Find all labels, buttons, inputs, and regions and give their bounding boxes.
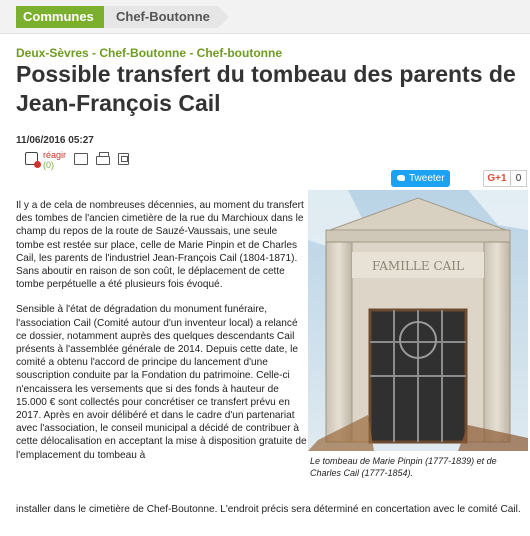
breadcrumb: [0, 0, 530, 34]
save-icon[interactable]: [118, 153, 129, 165]
tweet-label: Tweeter: [409, 173, 445, 184]
article-body: [16, 199, 307, 474]
comment-badge: [34, 161, 41, 168]
google-plus-button[interactable]: G+1: [483, 170, 511, 187]
article-paragraph: Il y a de cela de nombreuses décennies, au moment du transfert des tombes de l'ancien cimetière de la rue du Marchioux dans le champ du repos de la route de Sauzé-Vaussais, une seule tombe est restée sur place, celle de Marie Pinpin et de Charles Cail, les parents de l'industriel Jean-François Cail (1804-1871). Sans aboutir en raison de son coût, le déplacement de cette tombe perpétuelle a été plusieurs fois évoqué.: [16, 200, 304, 291]
tomb-inscription: FAMILLE CAIL: [371, 259, 465, 273]
react-count: (0): [43, 160, 54, 170]
tomb-photo-illustration: [308, 190, 528, 451]
breadcrumb-communes[interactable]: Communes: [16, 6, 104, 28]
google-plus-count: 0: [511, 170, 527, 187]
react-link[interactable]: réagir: [43, 150, 67, 160]
comment-icon[interactable]: [25, 152, 38, 165]
article-kicker[interactable]: Deux-Sèvres - Chef-Boutonne - Chef-boutonne: [16, 46, 282, 60]
article-paragraph-continued: installer dans le cimetière de Chef-Boutonne. L'endroit précis sera déterminé en concertation avec le comité Cail.: [16, 504, 521, 515]
photo-caption: Le tombeau de Marie Pinpin (1777-1839) et de Charles Cail (1777-1854).: [310, 456, 497, 478]
article-date: 11/06/2016 05:27: [16, 135, 94, 146]
article-paragraph: Sensible à l'état de dégradation du monument funéraire, l'association Cail (Comité autour d'un inventeur local) a relancé ce dossier, notamment auprès des quelques descendants Cail présents à l'assemblée générale de 2014. Depuis cette date, le comité a obtenu l'accord de principe du lancement d'une souscription conduite par la Fondation du patrimoine. Celle-ci n'encaissera les versements que si des fonds à hauteur de 15.000 € sont collectés pour concrétiser ce transfert prévu en 2017. Après en avoir délibéré et dans le cadre d'un partenariat avec l'association, le conseil municipal a décidé de contribuer à cette délocalisation en acceptant la mise à disposition gratuite de l'emplacement du tombeau à: [16, 304, 307, 461]
breadcrumb-chef-boutonne[interactable]: Chef-Boutonne: [104, 6, 218, 28]
tweet-button[interactable]: [391, 170, 450, 187]
twitter-bird-icon: [397, 175, 405, 181]
article-photo[interactable]: [308, 190, 528, 451]
page-title: Possible transfert du tombeau des parents de Jean-François Cail: [16, 61, 516, 116]
share-icon[interactable]: [74, 153, 88, 165]
print-icon[interactable]: [96, 156, 110, 165]
